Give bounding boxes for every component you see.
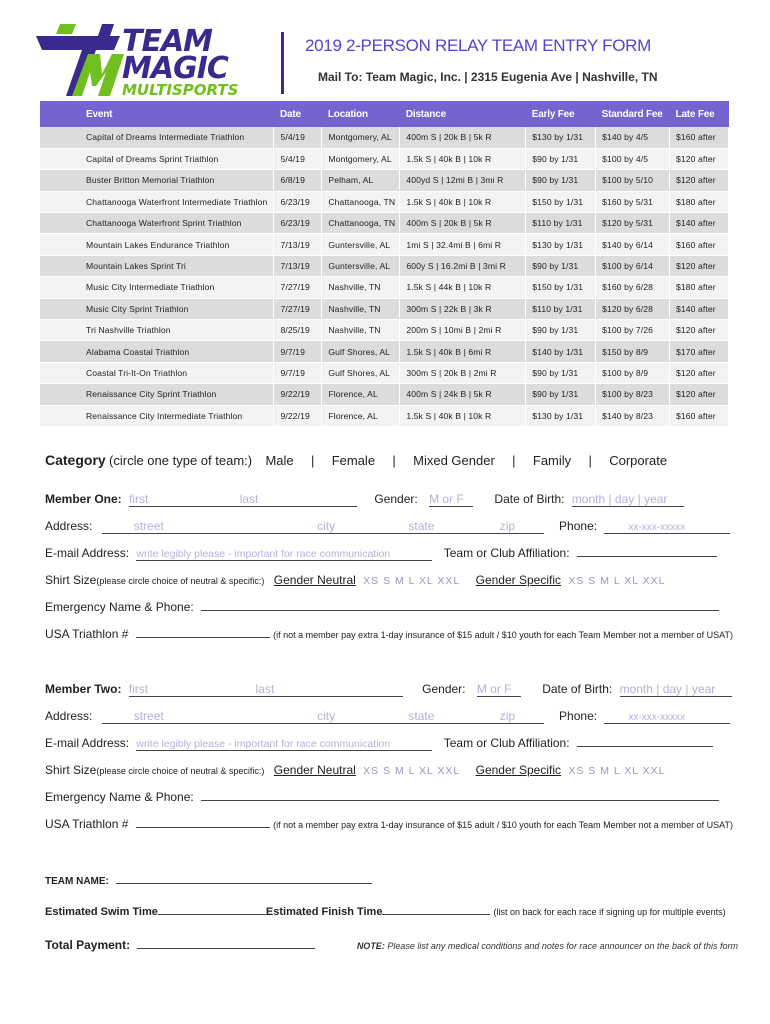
cell-event: Renaissance City Sprint Triathlon xyxy=(40,384,274,405)
zip-placeholder: zip xyxy=(499,519,516,533)
cell-event: Capital of Dreams Intermediate Triathlon xyxy=(40,127,274,148)
member-one-usat-field[interactable] xyxy=(136,627,270,638)
category-separator: | xyxy=(512,453,516,468)
cell-location: Nashville, TN xyxy=(322,277,400,298)
team-name-row xyxy=(45,874,372,887)
cell-late-fee: $120 after xyxy=(670,170,729,191)
member-one-usat-note: (if not a member pay extra 1-day insurance of $15 adult / $10 youth for each Team Member not a member of USAT) xyxy=(273,630,733,640)
category-hint: (circle one type of team:) xyxy=(109,453,253,468)
member-one-phone-label: Phone: xyxy=(559,519,598,533)
cell-event: Chattanooga Waterfront Intermediate Triathlon xyxy=(40,191,274,212)
member-two-address-field[interactable] xyxy=(102,709,544,724)
cell-late-fee: $180 after xyxy=(670,277,729,298)
note-text xyxy=(357,941,738,951)
mail-to-address: Mail To: Team Magic, Inc. | 2315 Eugenia Ave | Nashville, TN xyxy=(318,70,658,84)
cell-late-fee: $160 after xyxy=(670,405,729,426)
member-two-email-row xyxy=(45,736,713,751)
cell-early-fee: $90 by 1/31 xyxy=(526,384,596,405)
street-placeholder: street xyxy=(133,519,164,533)
multi-event-note: (list on back for each race if signing up for multiple events) xyxy=(493,907,726,917)
member-one-club-label: Team or Club Affiliation: xyxy=(443,546,570,560)
cell-location: Chattanooga, TN xyxy=(322,191,400,212)
cell-date: 5/4/19 xyxy=(274,148,322,169)
member-one-shirt-label: Shirt Size xyxy=(45,573,97,587)
cell-standard-fee: $100 by 4/5 xyxy=(596,148,670,169)
cell-early-fee: $90 by 1/31 xyxy=(526,170,596,191)
cell-distance: 600y S | 16.2mi B | 3mi R xyxy=(400,255,526,276)
table-row xyxy=(40,320,729,341)
cell-location: Pelham, AL xyxy=(322,170,400,191)
member-one-usat-label: USA Triathlon # xyxy=(45,627,129,641)
last-name-placeholder: last xyxy=(239,492,259,506)
category-separator: | xyxy=(588,453,592,468)
member-one-neutral-sizes[interactable]: XS S M L XL XXL xyxy=(363,575,461,587)
logo-line-magic: MAGIC xyxy=(122,51,228,86)
member-two-label: Member Two: xyxy=(45,682,122,696)
category-option-male[interactable]: Male xyxy=(265,453,294,468)
cell-event: Tri Nashville Triathlon xyxy=(40,320,274,341)
cell-early-fee: $90 by 1/31 xyxy=(526,362,596,383)
cell-early-fee: $110 by 1/31 xyxy=(526,213,596,234)
category-separator: | xyxy=(392,453,396,468)
member-two-gender-label: Gender: xyxy=(422,682,466,696)
cell-location: Chattanooga, TN xyxy=(322,213,400,234)
member-one-shirt-row xyxy=(45,573,665,587)
cell-standard-fee: $160 by 6/28 xyxy=(596,277,670,298)
cell-standard-fee: $140 by 6/14 xyxy=(596,234,670,255)
cell-event: Renaissance City Intermediate Triathlon xyxy=(40,405,274,426)
column-header-early-fee: Early Fee xyxy=(526,101,596,127)
swim-time-label: Estimated Swim Time xyxy=(45,906,158,918)
cell-distance: 1.5k S | 40k B | 10k R xyxy=(400,148,526,169)
cell-event: Capital of Dreams Sprint Triathlon xyxy=(40,148,274,169)
table-header-row xyxy=(40,101,729,127)
cell-standard-fee: $140 by 8/23 xyxy=(596,405,670,426)
table-row xyxy=(40,341,729,362)
cell-early-fee: $150 by 1/31 xyxy=(526,191,596,212)
member-two-club-label: Team or Club Affiliation: xyxy=(443,736,570,750)
table-row xyxy=(40,148,729,169)
events-table xyxy=(40,101,729,427)
cell-standard-fee: $120 by 5/31 xyxy=(596,213,670,234)
category-option-family[interactable]: Family xyxy=(532,453,572,468)
category-option-mixed[interactable]: Mixed Gender xyxy=(413,453,495,468)
member-two-emergency-row xyxy=(45,790,719,804)
member-two-shirt-row xyxy=(45,763,665,777)
cell-event: Buster Britton Memorial Triathlon xyxy=(40,170,274,191)
column-header-location: Location xyxy=(322,101,400,127)
member-two-emergency-field[interactable] xyxy=(201,790,719,801)
state-placeholder: state xyxy=(408,519,435,533)
zip-placeholder: zip xyxy=(499,709,516,723)
member-one-usat-row xyxy=(45,627,733,641)
cell-distance: 1.5k S | 40k B | 10k R xyxy=(400,405,526,426)
member-one-gender-field[interactable]: M or F xyxy=(429,492,473,507)
cell-late-fee: $120 after xyxy=(670,320,729,341)
finish-time-label: Estimated Finish Time xyxy=(265,906,383,918)
cell-late-fee: $120 after xyxy=(670,255,729,276)
member-one-email-field[interactable]: write legibly please - important for race communication xyxy=(136,548,432,561)
column-header-standard-fee: Standard Fee xyxy=(596,101,670,127)
cell-early-fee: $110 by 1/31 xyxy=(526,298,596,319)
total-payment-field[interactable] xyxy=(137,938,315,949)
member-two-address-row xyxy=(45,709,730,724)
member-one-gender-specific[interactable]: Gender Specific xyxy=(475,573,561,587)
member-two-usat-field[interactable] xyxy=(136,817,270,828)
member-one-specific-sizes[interactable]: XS S M L XL XXL xyxy=(568,575,666,587)
cell-standard-fee: $100 by 8/9 xyxy=(596,362,670,383)
cell-early-fee: $90 by 1/31 xyxy=(526,148,596,169)
last-name-placeholder: last xyxy=(255,682,275,696)
category-option-corporate[interactable]: Corporate xyxy=(609,453,668,468)
table-row xyxy=(40,170,729,191)
member-two-email-label: E-mail Address: xyxy=(45,736,130,750)
cell-distance: 1mi S | 32.4mi B | 6mi R xyxy=(400,234,526,255)
member-two-name-row xyxy=(45,682,732,697)
city-placeholder: city xyxy=(317,709,336,723)
cell-date: 7/27/19 xyxy=(274,298,322,319)
member-one-dob-label: Date of Birth: xyxy=(494,492,565,506)
street-placeholder: street xyxy=(133,709,164,723)
member-two-shirt-hint: (please circle choice of neutral & specific:) xyxy=(96,766,265,776)
member-one-address-label: Address: xyxy=(45,519,93,533)
cell-location: Florence, AL xyxy=(322,384,400,405)
cell-late-fee: $140 after xyxy=(670,213,729,234)
cell-location: Gulf Shores, AL xyxy=(322,341,400,362)
cell-event: Chattanooga Waterfront Sprint Triathlon xyxy=(40,213,274,234)
cell-standard-fee: $150 by 8/9 xyxy=(596,341,670,362)
member-one-dob-field[interactable]: month | day | year xyxy=(572,492,684,507)
cell-standard-fee: $100 by 8/23 xyxy=(596,384,670,405)
member-two-emergency-label: Emergency Name & Phone: xyxy=(45,790,194,804)
cell-standard-fee: $160 by 5/31 xyxy=(596,191,670,212)
table-row xyxy=(40,298,729,319)
cell-late-fee: $170 after xyxy=(670,341,729,362)
table-row xyxy=(40,191,729,212)
finish-time-field[interactable] xyxy=(382,905,490,915)
category-label: Category xyxy=(45,452,106,468)
cell-standard-fee: $100 by 5/10 xyxy=(596,170,670,191)
cell-distance: 1.5k S | 40k B | 10k R xyxy=(400,191,526,212)
cell-date: 7/13/19 xyxy=(274,255,322,276)
member-two-address-label: Address: xyxy=(45,709,93,723)
member-two-dob-field[interactable]: month | day | year xyxy=(620,682,732,697)
column-header-late-fee: Late Fee xyxy=(670,101,729,127)
column-header-date: Date xyxy=(274,101,322,127)
cell-location: Guntersville, AL xyxy=(322,234,400,255)
cell-early-fee: $140 by 1/31 xyxy=(526,341,596,362)
logo-line-multisports: MULTISPORTS xyxy=(122,81,239,99)
column-header-event: Event xyxy=(40,101,274,127)
member-one-address-field[interactable] xyxy=(102,519,544,534)
cell-distance: 400m S | 20k B | 5k R xyxy=(400,213,526,234)
table-body xyxy=(40,127,729,426)
member-two-usat-row xyxy=(45,817,733,831)
member-two-phone-field[interactable]: xx-xxx-xxxxx xyxy=(604,712,730,724)
cell-standard-fee: $120 by 6/28 xyxy=(596,298,670,319)
member-two-shirt-label: Shirt Size xyxy=(45,763,97,777)
time-row xyxy=(45,905,726,918)
member-one-email-label: E-mail Address: xyxy=(45,546,130,560)
cell-event: Mountain Lakes Endurance Triathlon xyxy=(40,234,274,255)
cell-date: 9/22/19 xyxy=(274,384,322,405)
cell-date: 8/25/19 xyxy=(274,320,322,341)
logo-line-team: TEAM xyxy=(122,24,213,59)
cell-distance: 1.5k S | 44k B | 10k R xyxy=(400,277,526,298)
cell-location: Nashville, TN xyxy=(322,320,400,341)
member-two-specific-sizes[interactable]: XS S M L XL XXL xyxy=(568,765,666,777)
cell-event: Music City Intermediate Triathlon xyxy=(40,277,274,298)
cell-date: 9/7/19 xyxy=(274,362,322,383)
member-one-label: Member One: xyxy=(45,492,122,506)
team-name-field[interactable] xyxy=(116,874,372,884)
cell-standard-fee: $140 by 4/5 xyxy=(596,127,670,148)
cell-early-fee: $130 by 1/31 xyxy=(526,234,596,255)
note-body: Please list any medical conditions and notes for race announcer on the back of this form xyxy=(387,941,739,951)
cell-early-fee: $90 by 1/31 xyxy=(526,255,596,276)
member-one-name-field[interactable] xyxy=(129,492,357,507)
column-header-distance: Distance xyxy=(400,101,526,127)
cell-distance: 400yd S | 12mi B | 3mi R xyxy=(400,170,526,191)
cell-event: Coastal Tri-It-On Triathlon xyxy=(40,362,274,383)
cell-late-fee: $140 after xyxy=(670,298,729,319)
table-row xyxy=(40,127,729,148)
cell-date: 7/27/19 xyxy=(274,277,322,298)
cell-late-fee: $120 after xyxy=(670,362,729,383)
state-placeholder: state xyxy=(408,709,435,723)
cell-late-fee: $160 after xyxy=(670,127,729,148)
cell-early-fee: $150 by 1/31 xyxy=(526,277,596,298)
member-one-name-row xyxy=(45,492,684,507)
cell-event: Music City Sprint Triathlon xyxy=(40,298,274,319)
member-one-phone-field[interactable]: xx-xxx-xxxxx xyxy=(604,522,730,534)
total-payment-row xyxy=(45,938,738,952)
cell-location: Montgomery, AL xyxy=(322,148,400,169)
member-one-email-row xyxy=(45,546,717,561)
cell-date: 6/23/19 xyxy=(274,191,322,212)
first-name-placeholder: first xyxy=(128,682,149,696)
member-two-dob-label: Date of Birth: xyxy=(542,682,613,696)
cell-event: Mountain Lakes Sprint Tri xyxy=(40,255,274,276)
cell-late-fee: $120 after xyxy=(670,384,729,405)
cell-early-fee: $130 by 1/31 xyxy=(526,127,596,148)
cell-date: 6/23/19 xyxy=(274,213,322,234)
member-two-usat-label: USA Triathlon # xyxy=(45,817,129,831)
cell-distance: 200m S | 10mi B | 2mi R xyxy=(400,320,526,341)
member-two-email-field[interactable]: write legibly please - important for race communication xyxy=(136,738,432,751)
cell-distance: 1.5k S | 40k B | 6mi R xyxy=(400,341,526,362)
cell-distance: 300m S | 20k B | 2mi R xyxy=(400,362,526,383)
cell-date: 6/8/19 xyxy=(274,170,322,191)
table-row xyxy=(40,213,729,234)
table-row xyxy=(40,255,729,276)
logo-text xyxy=(122,24,239,99)
member-one-emergency-field[interactable] xyxy=(201,600,719,611)
cell-location: Guntersville, AL xyxy=(322,255,400,276)
team-name-label: TEAM NAME: xyxy=(45,876,109,887)
city-placeholder: city xyxy=(317,519,336,533)
cell-standard-fee: $100 by 6/14 xyxy=(596,255,670,276)
member-one-emergency-label: Emergency Name & Phone: xyxy=(45,600,194,614)
member-one-address-row xyxy=(45,519,730,534)
cell-distance: 400m S | 24k B | 5k R xyxy=(400,384,526,405)
member-two-gender-specific[interactable]: Gender Specific xyxy=(475,763,561,777)
member-two-gender-field[interactable]: M or F xyxy=(477,682,521,697)
member-two-gender-neutral[interactable]: Gender Neutral xyxy=(273,763,356,777)
member-two-club-field[interactable] xyxy=(577,736,713,747)
total-payment-label: Total Payment: xyxy=(45,938,131,952)
cell-location: Gulf Shores, AL xyxy=(322,362,400,383)
table-row xyxy=(40,277,729,298)
cell-date: 9/22/19 xyxy=(274,405,322,426)
cell-location: Montgomery, AL xyxy=(322,127,400,148)
table-row xyxy=(40,362,729,383)
member-one-shirt-hint: (please circle choice of neutral & specific:) xyxy=(96,576,265,586)
cell-late-fee: $120 after xyxy=(670,148,729,169)
header-divider xyxy=(281,32,284,94)
cell-late-fee: $160 after xyxy=(670,234,729,255)
member-one-club-field[interactable] xyxy=(577,546,717,557)
cell-event: Alabama Coastal Triathlon xyxy=(40,341,274,362)
cell-standard-fee: $100 by 7/26 xyxy=(596,320,670,341)
cell-late-fee: $180 after xyxy=(670,191,729,212)
cell-distance: 300m S | 22k B | 3k R xyxy=(400,298,526,319)
member-two-phone-label: Phone: xyxy=(559,709,598,723)
form-title: 2019 2-PERSON RELAY TEAM ENTRY FORM xyxy=(305,36,651,55)
member-two-neutral-sizes[interactable]: XS S M L XL XXL xyxy=(363,765,461,777)
category-separator: | xyxy=(310,453,315,468)
member-one-emergency-row xyxy=(45,600,719,614)
member-two-usat-note: (if not a member pay extra 1-day insurance of $15 adult / $10 youth for each Team Member not a member of USAT) xyxy=(273,820,733,830)
category-row xyxy=(45,452,667,468)
swim-time-field[interactable] xyxy=(158,905,266,915)
first-name-placeholder: first xyxy=(129,492,149,506)
member-one-gender-neutral[interactable]: Gender Neutral xyxy=(273,573,356,587)
table-row xyxy=(40,384,729,405)
cell-location: Nashville, TN xyxy=(322,298,400,319)
cell-distance: 400m S | 20k B | 5k R xyxy=(400,127,526,148)
note-label: NOTE: xyxy=(356,941,385,951)
member-two-name-field[interactable] xyxy=(129,682,403,697)
cell-early-fee: $90 by 1/31 xyxy=(526,320,596,341)
category-option-female[interactable]: Female xyxy=(331,453,376,468)
cell-location: Florence, AL xyxy=(322,405,400,426)
member-one-gender-label: Gender: xyxy=(374,492,418,506)
table-row xyxy=(40,234,729,255)
table-row xyxy=(40,405,729,426)
cell-date: 9/7/19 xyxy=(274,341,322,362)
cell-date: 7/13/19 xyxy=(274,234,322,255)
cell-early-fee: $130 by 1/31 xyxy=(526,405,596,426)
cell-date: 5/4/19 xyxy=(274,127,322,148)
